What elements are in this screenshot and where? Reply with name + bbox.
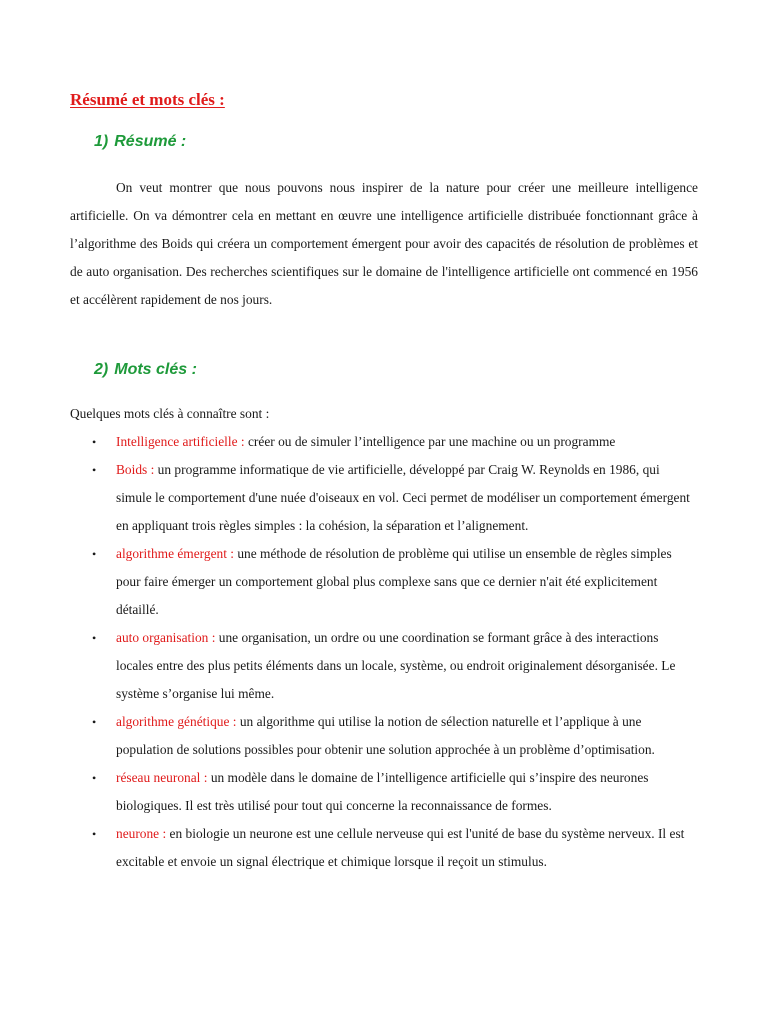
- bullet-icon: •: [92, 435, 97, 449]
- keyword-definition: un modèle dans le domaine de l’intelligence artificielle qui s’inspire des neurones biologiques. Il est très utilisé pour tout qui concerne la reconnaissance de formes.: [116, 770, 649, 813]
- page-title: Résumé et mots clés :: [70, 90, 225, 109]
- bullet-icon: •: [92, 827, 97, 841]
- keyword-item: [70, 540, 698, 624]
- section-number: 1): [94, 133, 109, 150]
- section-heading-keywords: [94, 361, 197, 379]
- bullet-icon: •: [92, 547, 97, 561]
- keyword-definition: en biologie un neurone est une cellule nerveuse qui est l'unité de base du système nerveux. Il est excitable et envoie un signal électrique et chimique lorsque il reçoit un stimulus.: [116, 826, 685, 869]
- keyword-definition: une organisation, un ordre ou une coordination se formant grâce à des interactions locales entre des plus petits éléments dans un locale, système, ou endroit originalement désorganisée. Le système s’organise lui même.: [116, 630, 676, 701]
- keyword-definition: une méthode de résolution de problème qui utilise un ensemble de règles simples pour faire émerger un comportement global plus complexe sans que ce dernier n'ait été explicitement détaillé.: [116, 546, 672, 617]
- keyword-definition: un programme informatique de vie artificielle, développé par Craig W. Reynolds en 1986, qui simule le comportement d'une nuée d'oiseaux en vol. Ceci permet de modéliser un comportement émergent en appliquant trois règles simples : la cohésion, la séparation et l’alignement.: [116, 462, 690, 533]
- keywords-intro: Quelques mots clés à connaître sont :: [70, 406, 270, 421]
- section-number: 2): [94, 361, 109, 378]
- keyword-item: [70, 764, 698, 820]
- keyword-term: algorithme émergent :: [116, 546, 234, 561]
- bullet-icon: •: [92, 771, 97, 785]
- bullet-icon: •: [92, 463, 97, 477]
- keyword-term: réseau neuronal :: [116, 770, 208, 785]
- keyword-term: auto organisation :: [116, 630, 216, 645]
- summary-paragraph: On veut montrer que nous pouvons nous inspirer de la nature pour créer une meilleure intelligence artificielle. On va démontrer cela en mettant en œuvre une intelligence artificielle distribuée fonctionnant grâce à l’algorithme des Boids qui créera un comportement émergent pour avoir des capacités de résolution de problèmes et de auto organisation. Des recherches scientifiques sur le domaine de l'intelligence artificielle ont commencé en 1956 et accélèrent rapidement de nos jours.: [70, 180, 698, 307]
- bullet-icon: •: [92, 631, 97, 645]
- section-heading-resume: [94, 133, 186, 151]
- keyword-item: [70, 428, 698, 456]
- keyword-definition: créer ou de simuler l’intelligence par une machine ou un programme: [244, 434, 616, 449]
- keyword-item: [70, 820, 698, 876]
- keyword-item: [70, 708, 698, 764]
- keyword-item: [70, 456, 698, 540]
- keyword-term: algorithme génétique :: [116, 714, 237, 729]
- keyword-term: neurone :: [116, 826, 167, 841]
- keyword-list: [70, 428, 698, 876]
- bullet-icon: •: [92, 715, 97, 729]
- keyword-definition: un algorithme qui utilise la notion de sélection naturelle et l’applique à une population de solutions possibles pour obtenir une solution approchée à un problème d’optimisation.: [116, 714, 655, 757]
- keyword-item: [70, 624, 698, 708]
- section-heading-text: Mots clés :: [114, 361, 197, 378]
- keyword-term: Intelligence artificielle :: [116, 434, 245, 449]
- section-heading-text: Résumé :: [114, 133, 187, 150]
- keyword-term: Boids :: [116, 462, 155, 477]
